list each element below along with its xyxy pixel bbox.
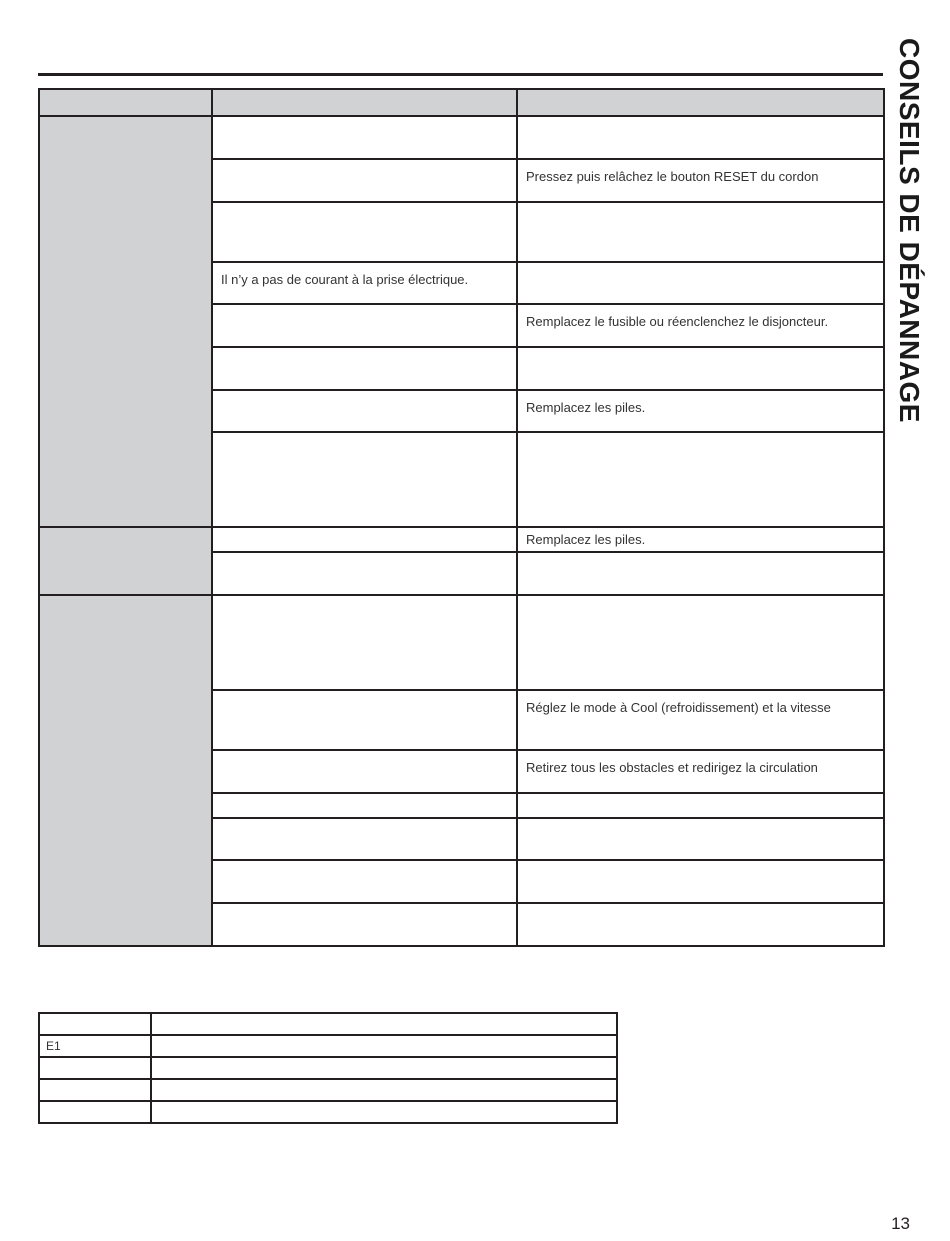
cause-cell bbox=[212, 159, 517, 202]
solution-cell bbox=[517, 202, 884, 262]
top-rule bbox=[38, 73, 883, 76]
error-code-cell bbox=[39, 1057, 151, 1079]
cause-cell bbox=[212, 552, 517, 595]
solution-cell: Pressez puis relâchez le bouton RESET du cordon bbox=[517, 159, 884, 202]
solution-cell bbox=[517, 347, 884, 390]
cause-cell bbox=[212, 202, 517, 262]
error-code-cell: E1 bbox=[39, 1035, 151, 1057]
cause-cell bbox=[212, 347, 517, 390]
cause-cell: Il n’y a pas de courant à la prise électrique. bbox=[212, 262, 517, 304]
header-solution bbox=[517, 89, 884, 116]
table-row bbox=[39, 1101, 617, 1123]
solution-cell: Retirez tous les obstacles et redirigez la circulation bbox=[517, 750, 884, 793]
page-number: 13 bbox=[891, 1214, 910, 1233]
table-row bbox=[39, 1013, 617, 1035]
solution-cell bbox=[517, 595, 884, 690]
solution-cell bbox=[517, 552, 884, 595]
cause-cell bbox=[212, 595, 517, 690]
solution-cell: Réglez le mode à Cool (refroidissement) et la vitesse bbox=[517, 690, 884, 750]
cause-cell bbox=[212, 750, 517, 793]
error-code-cell bbox=[39, 1013, 151, 1035]
troubleshooting-table bbox=[38, 88, 885, 947]
table-row bbox=[39, 527, 884, 552]
problem-cell bbox=[39, 116, 212, 527]
cause-cell bbox=[212, 860, 517, 903]
problem-cell bbox=[39, 595, 212, 946]
solution-cell bbox=[517, 432, 884, 527]
cause-cell bbox=[212, 527, 517, 552]
cause-cell bbox=[212, 818, 517, 860]
solution-cell: Remplacez le fusible ou réenclenchez le disjoncteur. bbox=[517, 304, 884, 347]
solution-cell bbox=[517, 818, 884, 860]
error-description-cell bbox=[151, 1057, 617, 1079]
cause-cell bbox=[212, 793, 517, 818]
cause-cell bbox=[212, 390, 517, 432]
solution-cell: Remplacez les piles. bbox=[517, 527, 884, 552]
solution-cell bbox=[517, 262, 884, 304]
table-row bbox=[39, 1079, 617, 1101]
solution-cell: Remplacez les piles. bbox=[517, 390, 884, 432]
error-code-cell bbox=[39, 1101, 151, 1123]
table-header-row bbox=[39, 89, 884, 116]
error-description-cell bbox=[151, 1079, 617, 1101]
cause-cell bbox=[212, 116, 517, 159]
cause-cell bbox=[212, 690, 517, 750]
error-code-table bbox=[38, 1012, 618, 1124]
error-description-cell bbox=[151, 1101, 617, 1123]
error-code-cell bbox=[39, 1079, 151, 1101]
solution-cell bbox=[517, 903, 884, 946]
section-title: CONSEILS DE DÉPANNAGE bbox=[894, 38, 925, 423]
solution-cell bbox=[517, 793, 884, 818]
table-row bbox=[39, 1057, 617, 1079]
problem-cell bbox=[39, 527, 212, 595]
cause-cell bbox=[212, 304, 517, 347]
error-description-cell bbox=[151, 1013, 617, 1035]
cause-cell bbox=[212, 903, 517, 946]
table-row bbox=[39, 1035, 617, 1057]
error-description-cell bbox=[151, 1035, 617, 1057]
header-problem bbox=[39, 89, 212, 116]
table-row bbox=[39, 116, 884, 159]
solution-cell bbox=[517, 860, 884, 903]
cause-cell bbox=[212, 432, 517, 527]
table-row bbox=[39, 595, 884, 690]
solution-cell bbox=[517, 116, 884, 159]
header-cause bbox=[212, 89, 517, 116]
